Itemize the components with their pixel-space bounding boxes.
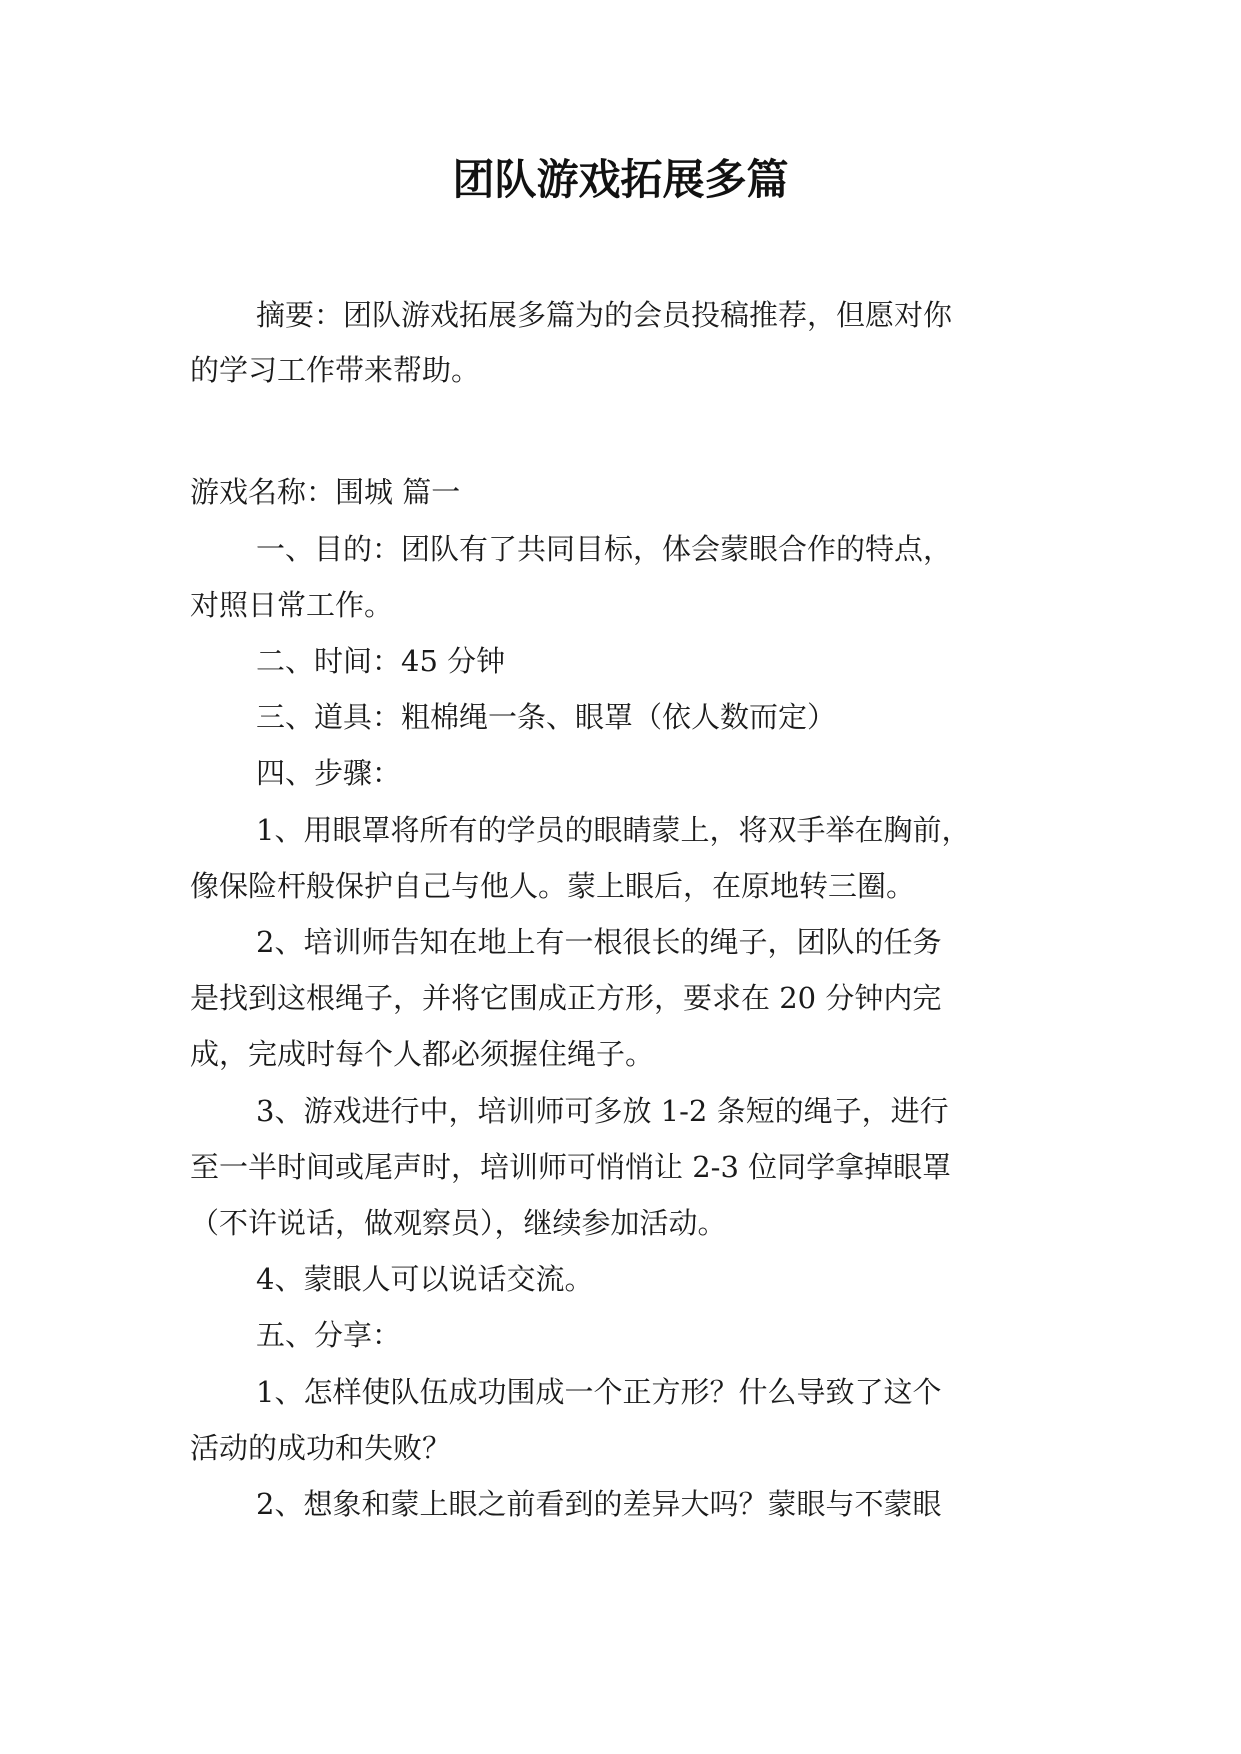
paragraph-line: 3、游戏进行中，培训师可多放 1-2 条短的绳子，进行 [256, 1094, 949, 1128]
paragraph-line: 对照日常工作。 [190, 588, 394, 622]
paragraph-line: 4、蒙眼人可以说话交流。 [256, 1262, 594, 1296]
paragraph-line: 是找到这根绳子，并将它围成正方形，要求在 20 分钟内完 [190, 981, 942, 1015]
abstract-line-2: 的学习工作带来帮助。 [190, 353, 481, 387]
paragraph-line: （不许说话，做观察员），继续参加活动。 [190, 1206, 727, 1240]
paragraph-line: 2、培训师告知在地上有一根很长的绳子，团队的任务 [256, 925, 942, 959]
document-title: 团队游戏拓展多篇 [452, 155, 789, 204]
paragraph-line: 二、时间：45 分钟 [256, 644, 506, 678]
paragraph-line: 活动的成功和失败？ [190, 1431, 452, 1465]
paragraph-line: 2、想象和蒙上眼之前看到的差异大吗？蒙眼与不蒙眼 [256, 1487, 942, 1521]
paragraph-line: 一、目的：团队有了共同目标，体会蒙眼合作的特点， [256, 532, 953, 566]
paragraph-line: 至一半时间或尾声时，培训师可悄悄让 2-3 位同学拿掉眼罩 [190, 1150, 952, 1184]
section-heading: 游戏名称：围城 篇一 [190, 475, 461, 509]
paragraph-line: 1、用眼罩将所有的学员的眼睛蒙上，将双手举在胸前， [256, 813, 971, 847]
paragraph-line: 三、道具：粗棉绳一条、眼罩（依人数而定） [256, 700, 837, 734]
paragraph-line: 五、分享： [256, 1318, 402, 1352]
abstract-line-1: 摘要：团队游戏拓展多篇为的会员投稿推荐，但愿对你 [256, 298, 953, 332]
paragraph-line: 四、步骤： [256, 756, 402, 790]
paragraph-line: 成，完成时每个人都必须握住绳子。 [190, 1037, 655, 1071]
paragraph-line: 1、怎样使队伍成功围成一个正方形？什么导致了这个 [256, 1375, 942, 1409]
paragraph-line: 像保险杆般保护自己与他人。蒙上眼后，在原地转三圈。 [190, 869, 916, 903]
